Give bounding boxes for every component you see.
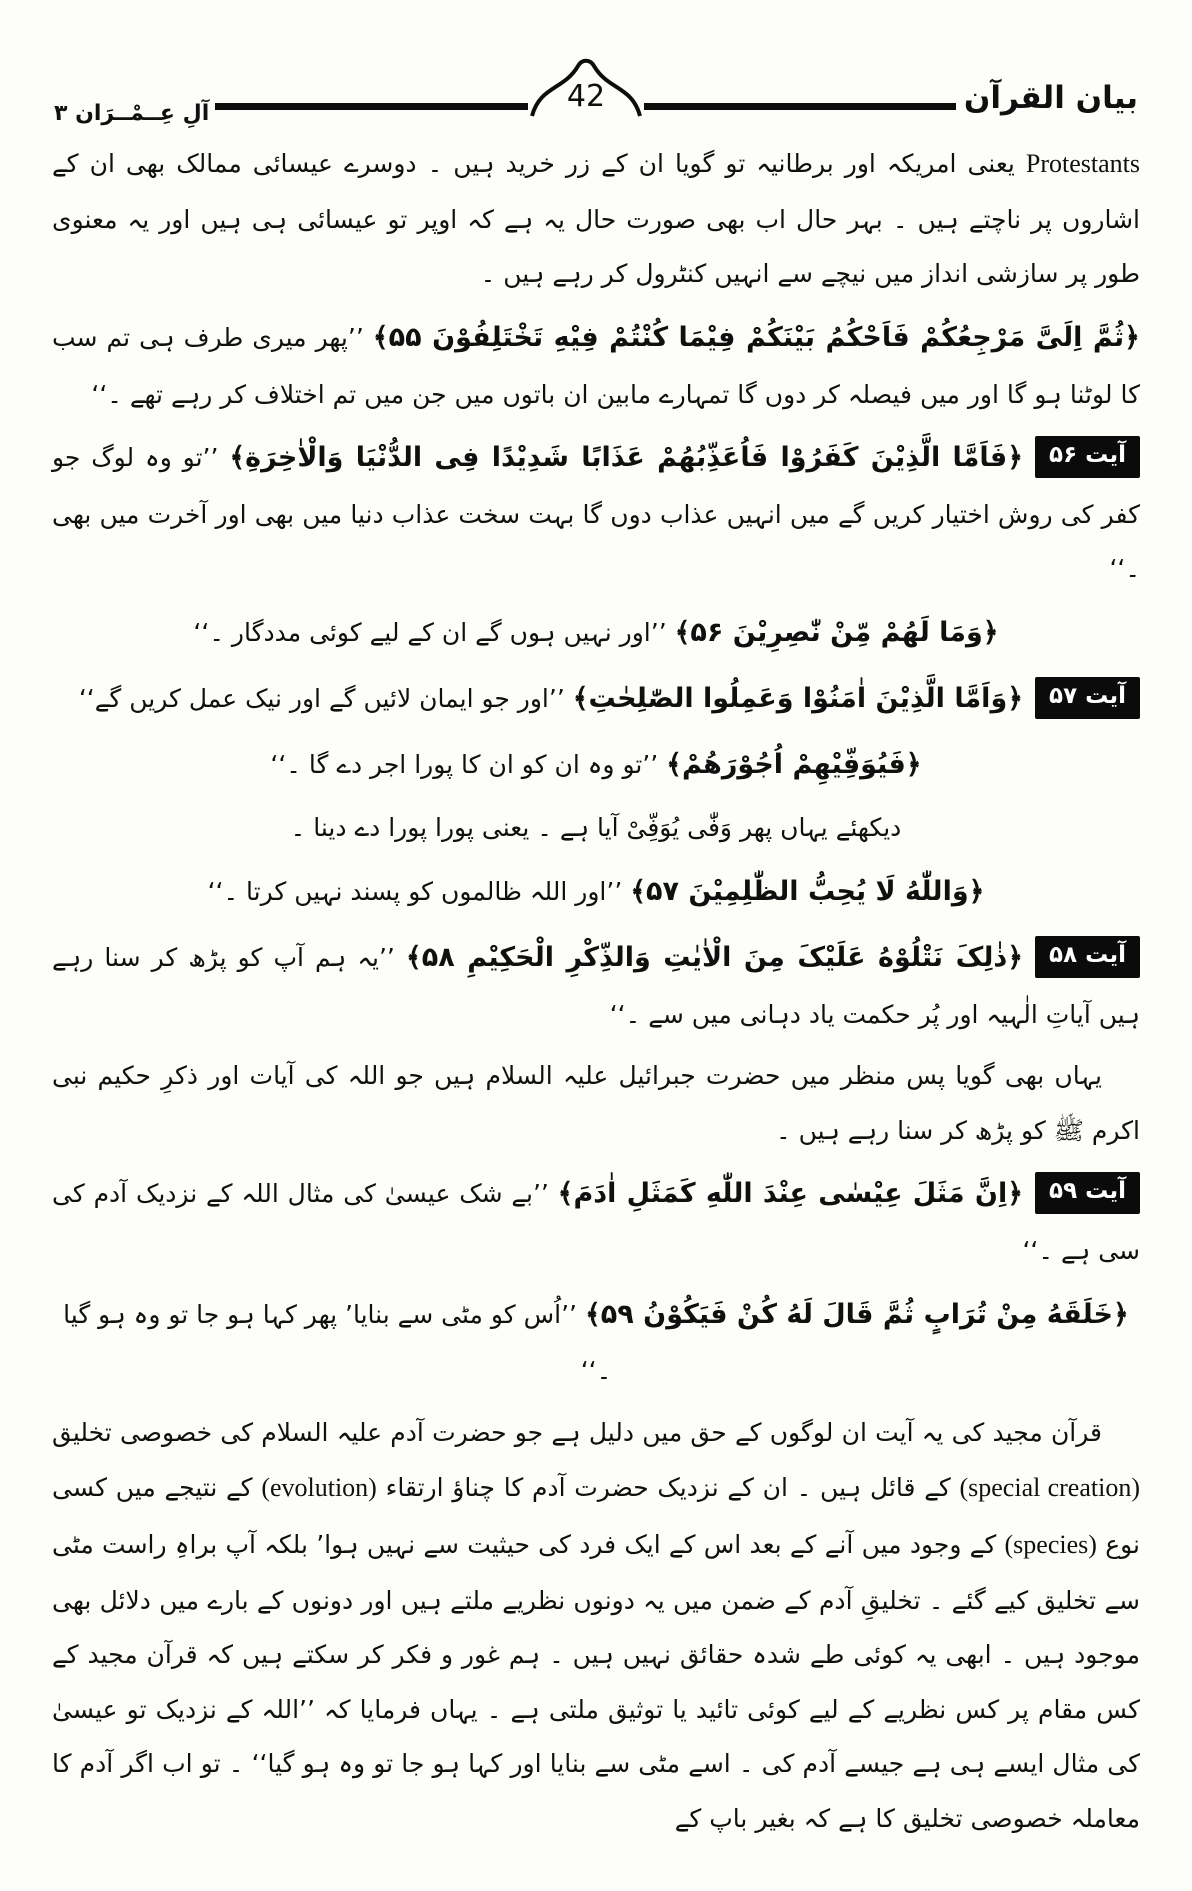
paragraph-intro bbox=[52, 136, 1140, 302]
ayah58-translation-text: ’’یہ ہم آپ کو پڑھ کر سنا رہے ہیں آیاتِ الٰہیہ اور پُر حکمت یاد دہانی میں سے ۔‘‘ bbox=[52, 942, 1140, 1029]
ayah57-arabic-text: ﴿وَاَمَّا الَّذِیْنَ اٰمَنُوْا وَعَمِلُوا الصّٰلِحٰتِ﴾ bbox=[572, 682, 1024, 714]
verse56b-arabic-text: ﴿وَمَا لَهُمْ مِّنْ نّٰصِرِیْنَ ۵۶﴾ bbox=[674, 616, 999, 648]
ayah58-block bbox=[52, 929, 1140, 1042]
commentary-paragraph bbox=[52, 1406, 1140, 1846]
ayah57-translation-text: ’’اور جو ایمان لائیں گے اور نیک عمل کریں گے‘‘ bbox=[78, 683, 573, 713]
verse59b-line bbox=[52, 1286, 1140, 1399]
verse57c-translation-text: ’’اور اللہ ظالموں کو پسند نہیں کرتا ۔‘‘ bbox=[207, 876, 631, 906]
note-wafa-line bbox=[52, 801, 1140, 856]
verse57b-line bbox=[52, 736, 1140, 795]
ayah59-arabic-text: ﴿اِنَّ مَثَلَ عِیْسٰی عِنْدَ اللّٰهِ کَمَثَلِ اٰدَمَ﴾ bbox=[557, 1178, 1024, 1210]
verse55-arabic-text: ﴿ثُمَّ اِلَیَّ مَرْجِعُکُمْ فَاَحْکُمُ بَیْنَکُمْ فِیْمَا کُنْتُمْ فِیْهِ تَخْتَلِفُوْنَ ۵۵﴾ bbox=[372, 321, 1140, 353]
verse56b-line bbox=[52, 604, 1140, 663]
ayah58-marker-badge: آیت ۵۸ bbox=[1035, 936, 1140, 979]
commentary-part3: کے نتیجے میں کسی نوع bbox=[52, 1473, 1140, 1560]
header-rule-right bbox=[644, 103, 956, 110]
page-number-ornament bbox=[528, 56, 644, 120]
ayah56-arabic-text: ﴿فَاَمَّا الَّذِیْنَ کَفَرُوْا فَاُعَذِّبُهُمْ عَذَابًا شَدِیْدًا فِی الدُّنْیَا وَالْاٰخِرَةِ﴾ bbox=[229, 442, 1024, 474]
ayah59-translation-text: ’’بے شک عیسیٰ کی مثال اللہ کے نزدیک آدم کی سی ہے ۔‘‘ bbox=[52, 1179, 1140, 1266]
verse57c-line bbox=[52, 863, 1140, 922]
commentary-part4: کے وجود میں آنے کے بعد اس کے ایک فرد کی حیثیت سے نہیں ہوا’ بلکہ آپ براہِ راست مٹی سے تخلیق کیے گئے ۔ تخلیقِ آدم کے ضمن میں یہ دونوں نظریے ملتے ہیں اور دونوں کے بارے میں دلائل بھی موجود ہیں ۔ ابھی یہ کوئی طے شدہ حقائق نہیں ہیں ۔ ہم غور و فکر کر سکتے ہیں کہ قرآن مجید کے کس مقام پر کس نظریے کے لیے کوئی تائید یا توثیق ملتی ہے ۔ یہاں فرمایا کہ ’’اللہ کے نزدیک تو عیسیٰ کی مثال ایسے ہی ہے جیسے آدم کی ۔ اسے مٹی سے بنایا اور کہا ہو جا تو وہ ہو گیا‘‘ ۔ تو اب اگر آدم کا معاملہ خصوصی تخلیق کا ہے کہ بغیر باپ کے bbox=[52, 1530, 1140, 1833]
page-number: 42 bbox=[566, 79, 605, 114]
verse59b-translation-text: ’’اُس کو مٹی سے بنایا’ پھر کہا ہو جا تو وہ ہو گیا ۔‘‘ bbox=[63, 1299, 612, 1386]
ayah56-translation-text: ’’تو وہ لوگ جو کفر کی روش اختیار کریں گے میں انہیں عذاب دوں گا بہت سخت عذاب دنیا میں بھی اور آخرت میں بھی ۔‘‘ bbox=[52, 443, 1140, 584]
ayah57-marker-badge: آیت ۵۷ bbox=[1035, 677, 1140, 720]
verse55-translation-text: ’’پھر میری طرف ہی تم سب کا لوٹنا ہو گا اور میں فیصلہ کر دوں گا تمہارے مابین ان باتوں میں جن میں تم اختلاف کر رہے تھے ۔‘‘ bbox=[52, 322, 1140, 409]
verse59b-arabic-text: ﴿خَلَقَهُ مِنْ تُرَابٍ ثُمَّ قَالَ لَهُ کُنْ فَیَکُوْنُ ۵۹﴾ bbox=[584, 1298, 1129, 1330]
header-rule-left bbox=[215, 103, 527, 110]
note-jibril-text: یہاں بھی گویا پس منظر میں حضرت جبرائیل علیہ السلام ہیں جو اللہ کی آیات اور ذکرِ حکیم نبی اکرم ﷺ کو پڑھ کر سنا رہے ہیں ۔ bbox=[52, 1061, 1140, 1145]
ayah56-block bbox=[52, 429, 1140, 597]
latin-term-species: (species) bbox=[1004, 1530, 1097, 1560]
ayah59-block bbox=[52, 1165, 1140, 1278]
latin-word-protestants: Protestants bbox=[1025, 149, 1140, 178]
commentary-part1: قرآن مجید کی یہ آیت ان لوگوں کے حق میں دلیل ہے جو حضرت آدم علیہ السلام کی خصوصی تخلیق bbox=[52, 1417, 1102, 1447]
latin-term-evolution: (evolution) bbox=[261, 1473, 377, 1503]
surah-label: آلِ عِــمْــرَان ۳ bbox=[54, 101, 210, 126]
ayah56-marker-badge: آیت ۵۶ bbox=[1035, 436, 1140, 479]
commentary-part2: کے قائل ہیں ۔ ان کے نزدیک حضرت آدم کا چناؤ ارتقاء bbox=[376, 1473, 960, 1503]
page-header bbox=[52, 44, 1140, 126]
paragraph-intro-text: یعنی امریکہ اور برطانیہ تو گویا ان کے زر خرید ہیں ۔ دوسرے عیسائی ممالک بھی ان کے اشاروں پر ناچتے ہیں ۔ بہر حال اب بھی صورت حال یہ ہے کہ اوپر تو عیسائی ہی ہیں اور یہ معنوی طور پر سازشی انداز میں نیچے سے انہیں کنٹرول کر رہے ہیں ۔ bbox=[52, 149, 1140, 289]
verse57b-translation-text: ’’تو وہ ان کو ان کا پورا اجر دے گا ۔‘‘ bbox=[270, 749, 667, 779]
verse57b-arabic-text: ﴿فَیُوَفِّیْهِمْ اُجُوْرَهُمْ﴾ bbox=[666, 748, 922, 780]
note-wafa-text: دیکھئے یہاں پھر وَفّٰی یُوَفِّیْ آیا ہے ۔ یعنی پورا پورا دے دینا ۔ bbox=[290, 813, 902, 843]
note-jibril-paragraph bbox=[52, 1049, 1140, 1158]
verse56b-translation-text: ’’اور نہیں ہوں گے ان کے لیے کوئی مددگار ۔‘‘ bbox=[193, 617, 675, 647]
verse57c-arabic-text: ﴿وَاللّٰهُ لَا یُحِبُّ الظّٰلِمِیْنَ ۵۷﴾ bbox=[630, 875, 985, 907]
ayah59-marker-badge: آیت ۵۹ bbox=[1035, 1172, 1140, 1215]
latin-term-special-creation: (special creation) bbox=[959, 1473, 1140, 1503]
ayah57-block bbox=[52, 670, 1140, 729]
ayah58-arabic-text: ﴿ذٰلِکَ نَتْلُوْهُ عَلَیْکَ مِنَ الْاٰیٰتِ وَالذِّکْرِ الْحَکِیْمِ ۵۸﴾ bbox=[405, 941, 1024, 973]
book-title: بیان القرآن bbox=[963, 80, 1139, 116]
page-body bbox=[52, 136, 1140, 1846]
verse55-block bbox=[52, 309, 1140, 422]
